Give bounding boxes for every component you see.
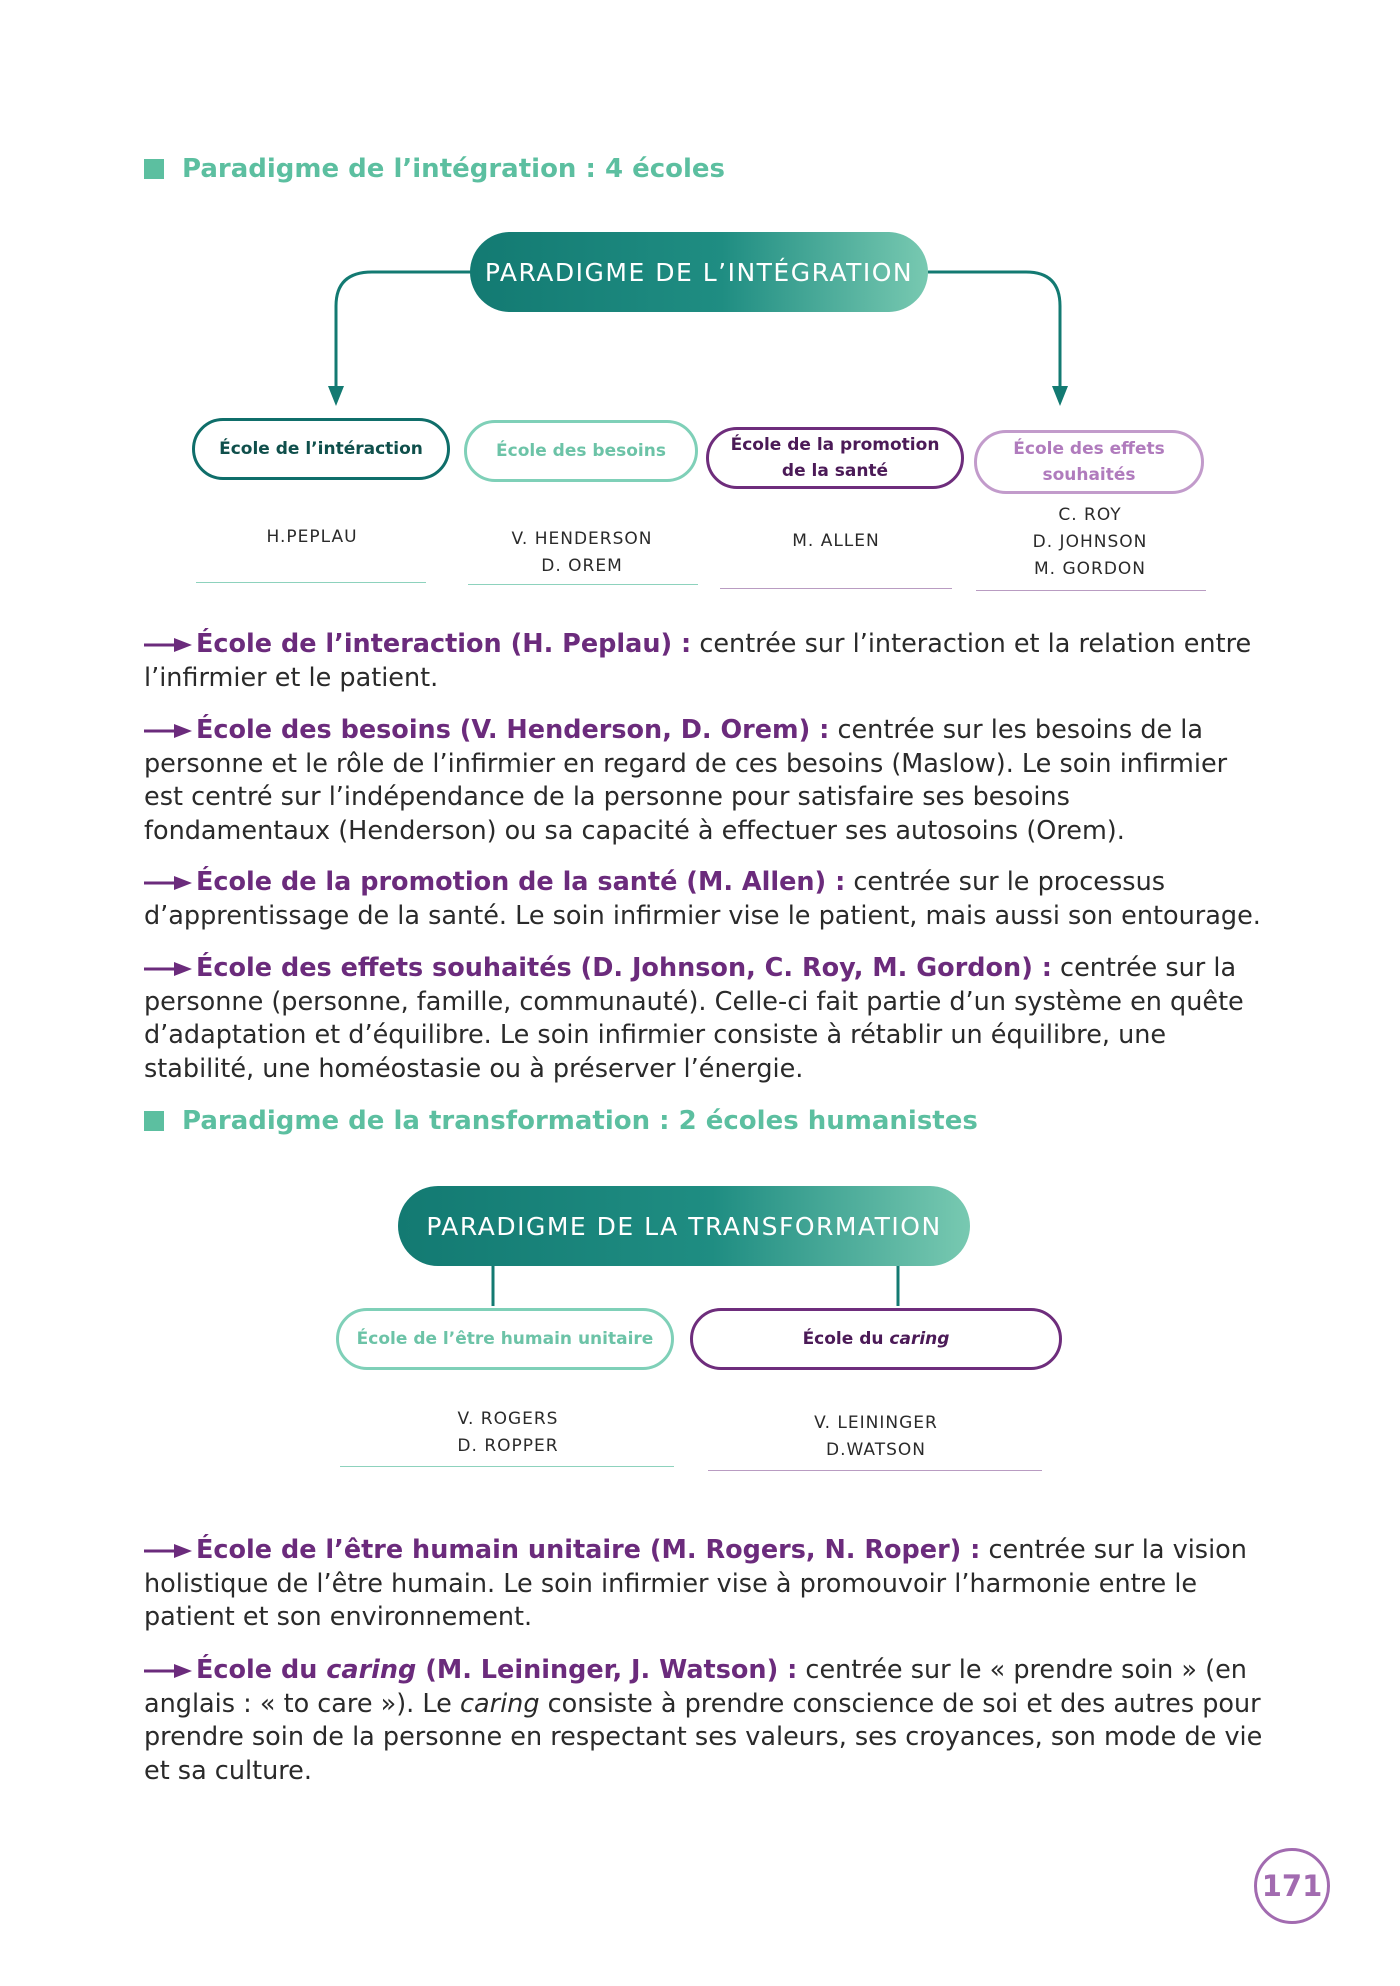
section-title-text: Paradigme de l’intégration : 4 écoles	[182, 154, 726, 184]
divider	[468, 584, 698, 585]
section-title-transformation	[144, 1106, 978, 1136]
arrow-right-icon	[144, 1663, 192, 1679]
banner-integration: PARADIGME DE L’INTÉGRATION	[470, 232, 928, 312]
paragraph-unitary-human	[144, 1534, 1264, 1635]
arrow-right-icon	[144, 961, 192, 977]
theorist-name: V. HENDERSON	[511, 529, 653, 549]
right-arrowhead-icon	[1052, 386, 1068, 406]
paragraph-desired-effects	[144, 952, 1264, 1086]
paragraph-lead: École de la promotion de la santé (M. Allen) :	[196, 867, 846, 897]
paragraph-body: centrée sur les besoins de la personne et le rôle de l’infirmier en regard de ces besoins (Maslow). Le soin infirmier est centré sur l’indépendance de la personne pour satisfaire ses besoins fondamentaux (Henderson) ou sa capacité à effectuer ses autosoins (Orem).	[144, 715, 1228, 846]
theorist-name: D. JOHNSON	[1032, 532, 1148, 552]
paragraph-lead	[196, 1655, 797, 1685]
banner-transformation: PARADIGME DE LA TRANSFORMATION	[398, 1186, 970, 1266]
square-bullet-icon	[144, 159, 164, 179]
school-health-promotion-names	[720, 528, 952, 555]
page-number: 171	[1254, 1848, 1330, 1924]
paragraph-body: centrée sur le processus d’apprentissage de la santé. Le soin infirmier vise le patient, mais aussi son entourage.	[144, 867, 1261, 931]
lead-prefix: École du	[196, 1655, 327, 1685]
pill-line: souhaités	[1042, 465, 1136, 485]
divider	[976, 590, 1206, 591]
paragraph-caring	[144, 1654, 1264, 1788]
theorist-name: V. LEININGER	[814, 1413, 938, 1433]
pill-line: École de la promotion	[730, 435, 940, 455]
pill-line: École des effets	[1013, 439, 1165, 459]
lead-suffix: (M. Leininger, J. Watson) :	[416, 1655, 798, 1685]
pill-line: de la santé	[781, 461, 889, 481]
school-interaction-names	[196, 524, 428, 551]
theorist-name: M. ALLEN	[792, 531, 880, 551]
arrow-right-icon	[144, 1543, 192, 1559]
paragraph-needs	[144, 714, 1264, 848]
divider	[720, 588, 952, 589]
paragraph-lead: École de l’interaction (H. Peplau) :	[196, 629, 692, 659]
paragraph-body-italic: caring	[459, 1688, 540, 1719]
square-bullet-icon	[144, 1111, 164, 1131]
paragraph-lead: École de l’être humain unitaire (M. Rogers, N. Roper) :	[196, 1535, 981, 1565]
divider	[708, 1470, 1042, 1471]
paragraph-body: centrée sur le « prendre soin » (en anglais : « to care »). Le	[144, 1655, 1256, 1719]
paragraph-body: consiste à prendre conscience de soi et des autres pour prendre soin de la personne en respectant ses valeurs, ses croyances, son mode de vie et sa culture.	[144, 1688, 1263, 1786]
school-health-promotion-pill	[706, 427, 964, 489]
paragraph-body: centrée sur la vision holistique de l’être humain. Le soin infirmier vise à promouvoir l’harmonie entre le patient et son environnement.	[144, 1535, 1247, 1632]
school-unitary-human-pill: École de l’être humain unitaire	[336, 1308, 674, 1370]
theorist-name: D. ROPPER	[457, 1436, 559, 1456]
paragraph-interaction	[144, 628, 1264, 695]
left-arrowhead-icon	[328, 386, 344, 406]
divider	[196, 582, 426, 583]
school-caring-pill	[690, 1308, 1062, 1370]
pill-label-italic: caring	[889, 1329, 950, 1349]
divider	[340, 1466, 674, 1467]
theorist-name: H.PEPLAU	[266, 527, 358, 547]
school-unitary-human-names	[392, 1406, 624, 1460]
arrow-right-icon	[144, 723, 192, 739]
theorist-name: C. ROY	[1058, 505, 1122, 525]
theorist-name: D. OREM	[541, 556, 623, 576]
school-desired-effects-names	[974, 502, 1206, 583]
paragraph-health-promotion	[144, 866, 1264, 933]
left-connector	[336, 272, 472, 398]
theorist-name: D.WATSON	[826, 1440, 926, 1460]
arrow-right-icon	[144, 875, 192, 891]
paragraph-lead: École des besoins (V. Henderson, D. Orem) :	[196, 715, 830, 745]
paragraph-body: centrée sur l’interaction et la relation entre l’infirmier et le patient.	[144, 629, 1252, 693]
pill-label-prefix: École du	[802, 1329, 890, 1349]
paragraph-lead: École des effets souhaités (D. Johnson, C. Roy, M. Gordon) :	[196, 953, 1052, 983]
school-caring-names	[760, 1410, 992, 1464]
school-needs-names	[466, 526, 698, 580]
school-desired-effects-pill	[974, 430, 1204, 494]
paragraph-body: centrée sur la personne (personne, famille, communauté). Celle-ci fait partie d’un système en quête d’adaptation et d’équilibre. Le soin infirmier consiste à rétablir un équilibre, une stabilité, une homéostasie ou à préserver l’énergie.	[144, 953, 1244, 1084]
right-connector	[928, 272, 1060, 398]
school-interaction-pill: École de l’intéraction	[192, 418, 450, 480]
arrow-right-icon	[144, 637, 192, 653]
section-title-text: Paradigme de la transformation : 2 écoles humanistes	[182, 1106, 978, 1136]
theorist-name: V. ROGERS	[457, 1409, 559, 1429]
theorist-name: M. GORDON	[1033, 559, 1147, 579]
section-title-integration	[144, 154, 725, 184]
lead-italic: caring	[326, 1655, 417, 1685]
school-needs-pill: École des besoins	[464, 420, 698, 482]
